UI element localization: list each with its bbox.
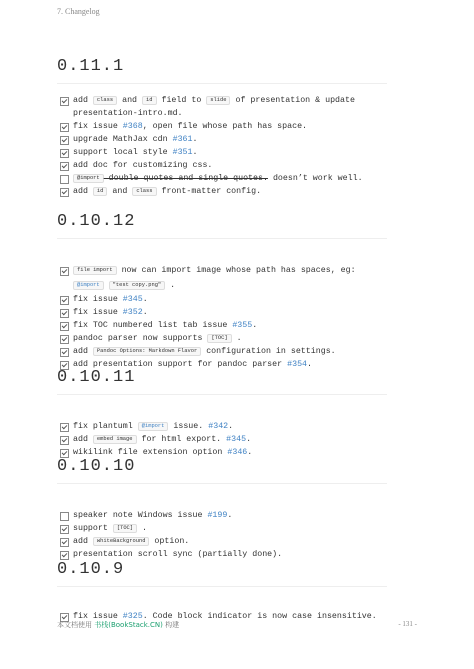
footer-text: 构建 <box>162 621 180 629</box>
item-text: now can import image whose path has spaces, eg: <box>116 266 356 275</box>
item-text: double quotes and single quotes. <box>103 174 268 183</box>
issue-link[interactable]: #342 <box>208 422 229 431</box>
issue-link[interactable]: #325 <box>122 612 143 621</box>
issue-link[interactable]: #361 <box>172 135 193 144</box>
list-item <box>73 133 387 146</box>
checkbox-unchecked[interactable] <box>60 175 69 184</box>
strikethrough-text <box>73 174 268 183</box>
section-heading: 0.10.12 <box>57 212 387 239</box>
section-0-10-9 <box>57 560 387 623</box>
item-text: fix issue <box>73 122 123 131</box>
issue-link[interactable]: #345 <box>122 295 143 304</box>
checkbox-checked[interactable] <box>60 423 69 432</box>
item-text: fix issue <box>73 612 123 621</box>
footer-text: 本文档使用 <box>57 621 95 629</box>
list-item <box>73 332 387 345</box>
checkbox-checked[interactable] <box>60 322 69 331</box>
item-text: add <box>73 537 93 546</box>
item-text: add presentation support for pandoc parser <box>73 360 288 369</box>
inline-code: file import <box>73 266 117 275</box>
item-text: speaker note Windows issue <box>73 511 208 520</box>
checkbox-checked[interactable] <box>60 296 69 305</box>
inline-code: [TOC] <box>207 334 231 343</box>
item-text: . <box>246 435 252 444</box>
inline-code: class <box>132 187 156 196</box>
item-text: pandoc parser now supports <box>73 334 208 343</box>
item-text: fix plantuml <box>73 422 138 431</box>
inline-code: embed image <box>93 435 137 444</box>
item-text: presentation scroll sync (partially done). <box>73 550 283 559</box>
item-text: support <box>73 524 113 533</box>
list-item <box>73 306 387 319</box>
inline-code: @import <box>73 281 104 290</box>
list-item <box>73 293 387 306</box>
list-item <box>73 264 387 293</box>
inline-code: id <box>93 187 107 196</box>
list-item <box>73 94 387 120</box>
issue-link[interactable]: #355 <box>232 321 253 330</box>
section-0-10-11 <box>57 368 387 459</box>
checkbox-checked[interactable] <box>60 436 69 445</box>
item-text: add doc for customizing css. <box>73 161 213 170</box>
checkbox-checked[interactable] <box>60 551 69 560</box>
inline-code: class <box>93 96 117 105</box>
task-list <box>57 509 387 561</box>
item-text: add <box>73 187 93 196</box>
checkbox-checked[interactable] <box>60 136 69 145</box>
list-item <box>73 522 387 535</box>
task-list <box>57 420 387 459</box>
issue-link[interactable]: #351 <box>172 148 193 157</box>
task-list <box>57 264 387 371</box>
section-heading: 0.10.10 <box>57 457 387 484</box>
item-text: of presentation & update presentation-intro.md. <box>73 96 355 118</box>
inline-code: @import <box>73 174 104 183</box>
item-text: for html export. <box>136 435 227 444</box>
checkbox-checked[interactable] <box>60 335 69 344</box>
checkbox-checked[interactable] <box>60 309 69 318</box>
item-text: add <box>73 347 93 356</box>
list-item <box>73 185 387 198</box>
list-item <box>73 433 387 446</box>
checkbox-checked[interactable] <box>60 538 69 547</box>
item-text: upgrade MathJax cdn <box>73 135 173 144</box>
item-text: configuration in settings. <box>201 347 336 356</box>
running-header: 7. Changelog <box>57 7 100 16</box>
inline-code: @import <box>138 422 169 431</box>
checkbox-checked[interactable] <box>60 267 69 276</box>
list-item <box>73 159 387 172</box>
checkbox-checked[interactable] <box>60 123 69 132</box>
checkbox-checked[interactable] <box>60 97 69 106</box>
inline-code: id <box>142 96 156 105</box>
inline-code: Pandoc Options: Markdown Flavor <box>93 347 201 356</box>
list-item <box>73 120 387 133</box>
item-text: . Code block indicator is now case insensitive. <box>142 612 377 621</box>
inline-code: "test copy.png" <box>109 281 166 290</box>
task-list <box>57 94 387 198</box>
list-item <box>73 172 387 185</box>
issue-link[interactable]: #368 <box>122 122 143 131</box>
issue-link[interactable]: #345 <box>226 435 247 444</box>
item-text: fix issue <box>73 308 123 317</box>
inline-code: [TOC] <box>113 524 137 533</box>
issue-link[interactable]: #346 <box>227 448 248 457</box>
item-text: . <box>307 360 313 369</box>
section-heading: 0.10.9 <box>57 560 387 587</box>
item-text: fix issue <box>73 295 123 304</box>
item-text: and <box>117 96 143 105</box>
footer-credit <box>57 620 179 630</box>
section-heading: 0.10.11 <box>57 368 387 395</box>
item-text: . <box>165 280 176 290</box>
item-text: . <box>192 135 198 144</box>
inline-code: slide <box>206 96 230 105</box>
item-text: . <box>227 511 233 520</box>
item-text: . <box>192 148 198 157</box>
list-item <box>73 509 387 522</box>
item-text: , open file whose path has space. <box>142 122 308 131</box>
item-text: option. <box>149 537 190 546</box>
checkbox-checked[interactable] <box>60 348 69 357</box>
footer-brand-link[interactable]: 书栈(BookStack.CN) <box>94 621 163 629</box>
item-text: fix TOC numbered list tab issue <box>73 321 233 330</box>
item-text: front-matter config. <box>156 187 262 196</box>
issue-link[interactable]: #352 <box>122 308 143 317</box>
section-heading: 0.11.1 <box>57 57 387 84</box>
item-text: add <box>73 435 93 444</box>
issue-link[interactable]: #354 <box>287 360 308 369</box>
item-text: doesn’t work well. <box>267 174 363 183</box>
inline-code: whiteBackground <box>93 537 150 546</box>
list-item <box>73 345 387 358</box>
item-text: and <box>107 187 133 196</box>
item-text: . <box>247 448 253 457</box>
checkbox-checked[interactable] <box>60 149 69 158</box>
item-text: . <box>142 295 148 304</box>
list-item <box>73 146 387 159</box>
item-text: issue. <box>168 422 209 431</box>
issue-link[interactable]: #199 <box>207 511 228 520</box>
page-number: - 131 - <box>398 620 417 628</box>
item-text: . <box>137 524 147 533</box>
item-text: . <box>228 422 234 431</box>
section-0-10-10 <box>57 457 387 561</box>
item-text: add <box>73 96 93 105</box>
checkbox-checked[interactable] <box>60 525 69 534</box>
item-text: support local style <box>73 148 173 157</box>
checkbox-checked[interactable] <box>60 188 69 197</box>
list-item <box>73 420 387 433</box>
section-0-10-12 <box>57 212 387 371</box>
checkbox-checked[interactable] <box>60 162 69 171</box>
item-text: . <box>142 308 148 317</box>
section-0-11-1 <box>57 57 387 198</box>
item-text: . <box>231 334 242 343</box>
checkbox-unchecked[interactable] <box>60 512 69 521</box>
list-item <box>73 319 387 332</box>
item-text: wikilink file extension option <box>73 448 228 457</box>
item-text: . <box>252 321 258 330</box>
list-item <box>73 535 387 548</box>
item-text: field to <box>156 96 207 105</box>
